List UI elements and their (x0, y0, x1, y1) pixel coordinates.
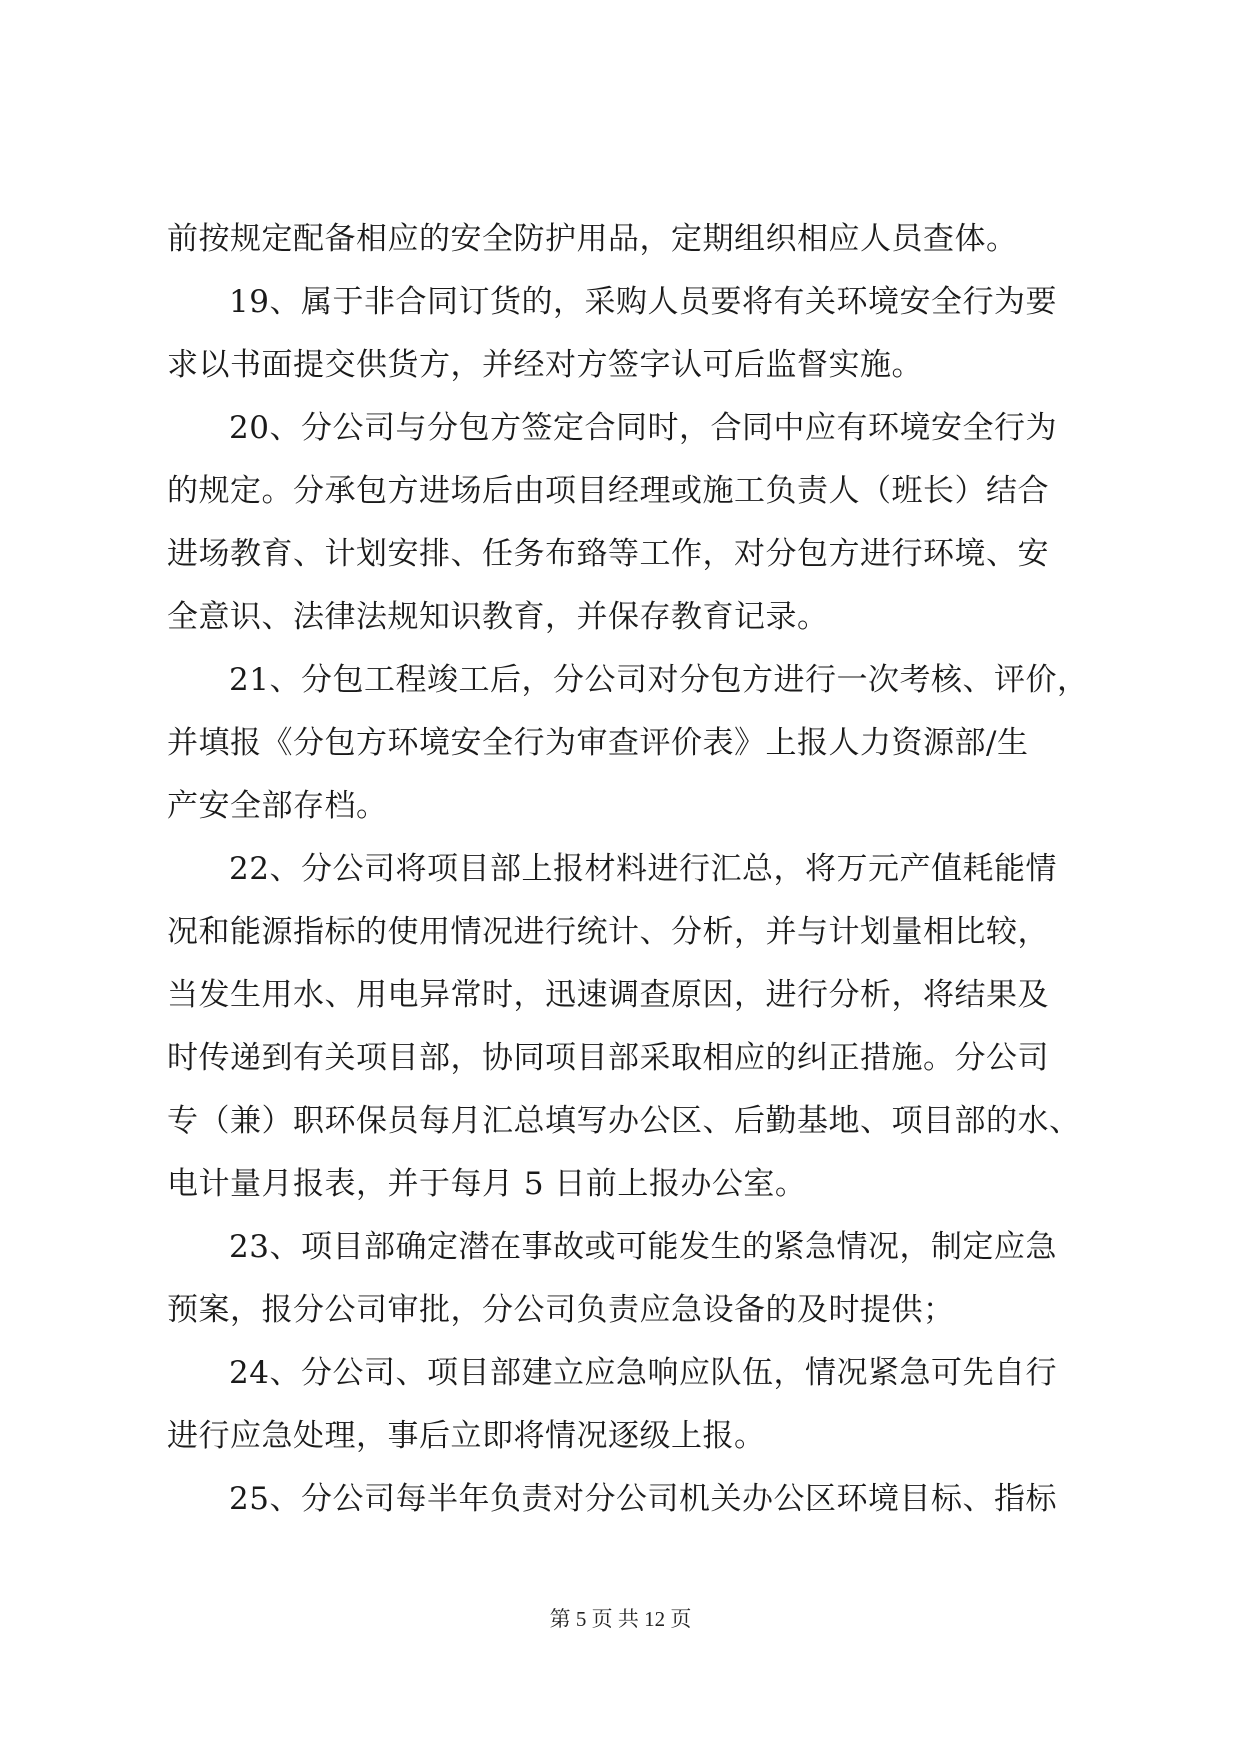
paragraph-24-line: 24、分公司、项目部建立应急响应队伍，情况紧急可先自行 (229, 1355, 1057, 1391)
text-line: 进场教育、计划安排、任务布臵等工作，对分包方进行环境、安 (167, 536, 1049, 572)
paragraph-22-line: 22、分公司将项目部上报材料进行汇总，将万元产值耗能情 (229, 851, 1057, 887)
text-line: 前按规定配备相应的安全防护用品，定期组织相应人员查体。 (167, 221, 1018, 257)
paragraph-20-line: 20、分公司与分包方签定合同时，合同中应有环境安全行为 (229, 410, 1057, 446)
text-line: 并填报《分包方环境安全行为审查评价表》上报人力资源部/生 (167, 725, 1029, 761)
text-line: 专（兼）职环保员每月汇总填写办公区、后勤基地、项目部的水、 (167, 1103, 1081, 1139)
text-line: 电计量月报表，并于每月 5 日前上报办公室。 (167, 1166, 807, 1202)
text-line: 况和能源指标的使用情况进行统计、分析，并与计划量相比较， (167, 914, 1049, 950)
text-line: 预案，报分公司审批，分公司负责应急设备的及时提供； (167, 1292, 955, 1328)
text-line: 的规定。分承包方进场后由项目经理或施工负责人（班长）结合 (167, 473, 1049, 509)
text-line: 时传递到有关项目部，协同项目部采取相应的纠正措施。分公司 (167, 1040, 1049, 1076)
paragraph-23-line: 23、项目部确定潜在事故或可能发生的紧急情况，制定应急 (229, 1229, 1057, 1265)
paragraph-21-line: 21、分包工程竣工后，分公司对分包方进行一次考核、评价， (229, 662, 1089, 698)
text-line: 进行应急处理，事后立即将情况逐级上报。 (167, 1418, 766, 1454)
text-line: 产安全部存档。 (167, 788, 388, 824)
page-footer (0, 1604, 1241, 1634)
text-line: 全意识、法律法规知识教育，并保存教育记录。 (167, 599, 829, 635)
body-text (167, 208, 1089, 1531)
text-line: 当发生用水、用电异常时，迅速调查原因，进行分析，将结果及 (167, 977, 1049, 1013)
text-line: 求以书面提交供货方，并经对方签字认可后监督实施。 (167, 347, 923, 383)
paragraph-25-line: 25、分公司每半年负责对分公司机关办公区环境目标、指标 (229, 1481, 1057, 1517)
paragraph-19-line: 19、属于非合同订货的，采购人员要将有关环境安全行为要 (229, 284, 1057, 320)
page-number: 第 5 页 共 12 页 (549, 1607, 692, 1631)
